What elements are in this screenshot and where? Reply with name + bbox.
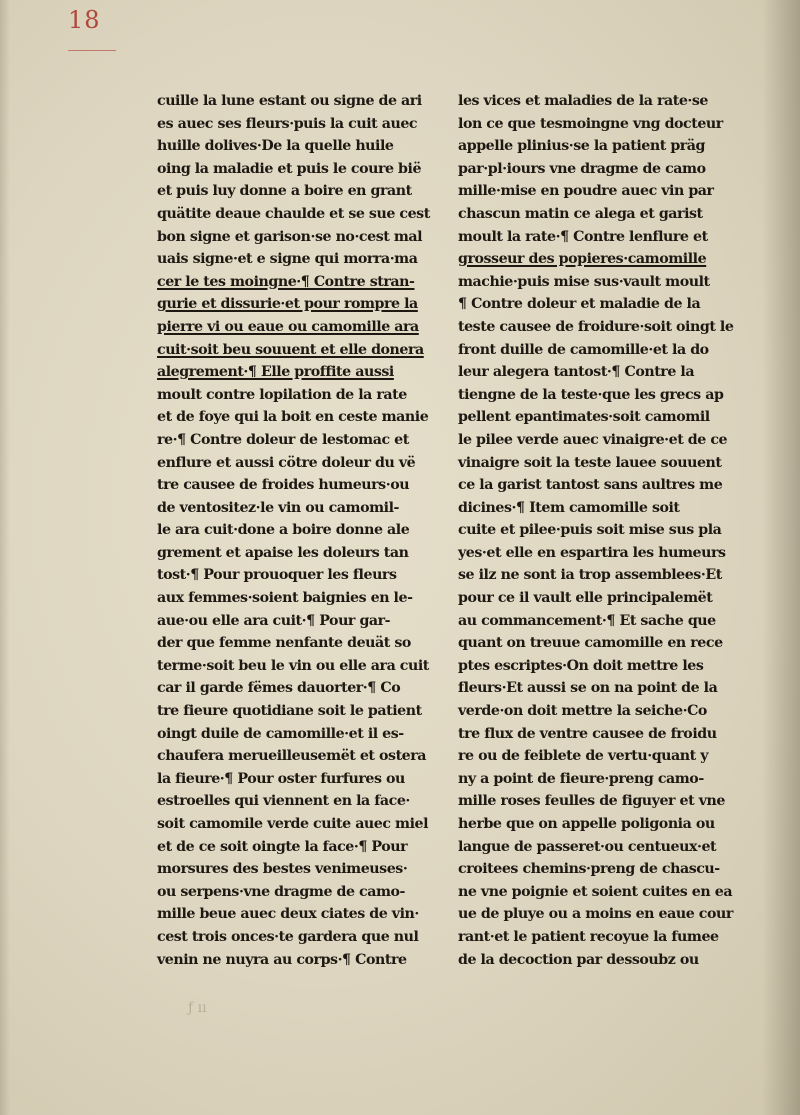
text-line: tre flux de ventre causee de froidu	[458, 725, 717, 742]
text-line: grement et apaise les doleurs tan	[157, 544, 409, 561]
text-line: le pilee verde auec vinaigre·et de ce	[458, 431, 728, 448]
text-line: oingt duile de camomille·et il es-	[157, 725, 404, 742]
text-line: cuit·soit beu souuent et elle donera	[157, 341, 424, 358]
text-line: tre fieure quotidiane soit le patient	[157, 703, 422, 720]
text-line: et de ce soit oingte la face·¶ Pour	[157, 838, 408, 855]
text-line: car il garde fëmes dauorter·¶ Co	[157, 680, 401, 697]
text-line: front duille de camomille·et la do	[458, 341, 709, 358]
text-line: cer le tes moingne·¶ Contre stran-	[157, 273, 415, 290]
text-line: de ventositez·le vin ou camomil-	[157, 499, 399, 516]
text-line: la fieure·¶ Pour oster furfures ou	[157, 770, 405, 787]
text-line: rant·et le patient recoyue la fumee	[458, 928, 719, 945]
text-line: leur alegera tantost·¶ Contre la	[458, 364, 695, 381]
text-line: tre causee de froides humeurs·ou	[157, 477, 410, 494]
text-line: terme·soit beu le vin ou elle ara cuit	[157, 657, 429, 674]
text-line: machie·puis mise sus·vault moult	[458, 273, 710, 290]
text-line: et puis luy donne a boire en grant	[157, 183, 412, 200]
right-text-column	[458, 90, 768, 971]
text-line: ¶ Contre doleur et maladie de la	[458, 296, 701, 313]
text-line: moult la rate·¶ Contre lenflure et	[458, 228, 708, 245]
text-line: le ara cuit·done a boire donne ale	[157, 522, 410, 539]
text-line: estroelles qui viennent en la face·	[157, 793, 410, 810]
folio-rule	[68, 50, 116, 51]
text-line: aue·ou elle ara cuit·¶ Pour gar-	[157, 612, 391, 629]
text-line: mille beue auec deux ciates de vin·	[157, 906, 419, 923]
text-line: ce la garist tantost sans aultres me	[458, 477, 723, 494]
text-line: gurie et dissurie·et pour rompre la	[157, 296, 418, 313]
text-line: lon ce que tesmoingne vng docteur	[458, 115, 723, 132]
folio-number: 18	[68, 6, 101, 34]
text-line: oing la maladie et puis le coure bië	[157, 160, 422, 177]
text-line: chaufera merueilleusemët et ostera	[157, 748, 427, 765]
text-line: croitees chemins·preng de chascu-	[458, 861, 720, 878]
text-line: tost·¶ Pour prouoquer les fleurs	[157, 567, 397, 584]
text-line: au commancement·¶ Et sache que	[458, 612, 716, 629]
text-line: morsures des bestes venimeuses·	[157, 861, 408, 878]
text-line: chascun matin ce alega et garist	[458, 205, 703, 222]
text-line: re·¶ Contre doleur de lestomac et	[157, 431, 409, 448]
left-text-column	[157, 90, 445, 971]
text-line: les vices et maladies de la rate·se	[458, 93, 708, 109]
text-line: quätite deaue chaulde et se sue cest	[157, 205, 430, 222]
text-line: ne vne poignie et soient cuites en ea	[458, 883, 733, 900]
text-line: langue de passeret·ou centueux·et	[458, 838, 717, 855]
text-line: appelle plinius·se la patient präg	[458, 138, 706, 155]
text-line: tiengne de la teste·que les grecs ap	[458, 386, 724, 403]
text-line: ny a point de fieure·preng camo-	[458, 770, 704, 787]
text-line: vinaigre soit la teste lauee souuent	[458, 454, 722, 471]
text-line: et de foye qui la boit en ceste manie	[157, 409, 429, 426]
text-line: pellent epantimates·soit camomil	[458, 409, 710, 426]
text-line: teste causee de froidure·soit oingt le	[458, 318, 734, 335]
text-line: pour ce il vault elle principalemët	[458, 590, 713, 607]
text-line: se ilz ne sont ia trop assemblees·Et	[458, 567, 722, 584]
text-line: bon signe et garison·se no·cest mal	[157, 228, 423, 245]
page-left-edge-shading	[0, 0, 10, 1115]
text-line: ue de pluye ou a moins en eaue cour	[458, 906, 733, 923]
faint-offset-mark: ƒ ıı	[188, 1000, 207, 1016]
text-line: soit camomile verde cuite auec miel	[157, 816, 429, 832]
text-line: de la decoction par dessoubz ou	[458, 951, 699, 968]
text-line: es auec ses fleurs·puis la cuit auec	[157, 115, 418, 132]
text-line: pierre vi ou eaue ou camomille ara	[157, 318, 419, 335]
text-line: verde·on doit mettre la seiche·Co	[458, 703, 707, 720]
text-line: quant on treuue camomille en rece	[458, 635, 723, 652]
text-line: par·pl·iours vne dragme de camo	[458, 160, 706, 177]
text-line: herbe que on appelle poligonia ou	[458, 816, 715, 832]
text-line: huille dolives·De la quelle huile	[157, 138, 394, 155]
text-line: ptes escriptes·On doit mettre les	[458, 657, 704, 674]
text-line: cuille la lune estant ou signe de ari	[157, 93, 422, 109]
text-line: der que femme nenfante deuät so	[157, 635, 411, 652]
text-line: aux femmes·soient baignies en le-	[157, 590, 413, 607]
text-line: re ou de feiblete de vertu·quant y	[458, 748, 709, 765]
text-line: cest trois onces·te gardera que nul	[157, 928, 419, 945]
text-line: dicines·¶ Item camomille soit	[458, 499, 680, 516]
text-line: enflure et aussi cötre doleur du vë	[157, 454, 416, 471]
text-line: ou serpens·vne dragme de camo-	[157, 883, 405, 900]
text-line: cuite et pilee·puis soit mise sus pla	[458, 522, 722, 539]
text-line: fleurs·Et aussi se on na point de la	[458, 680, 718, 697]
text-line: mille·mise en poudre auec vin par	[458, 183, 714, 200]
text-line: yes·et elle en espartira les humeurs	[458, 544, 726, 561]
text-line: venin ne nuyra au corps·¶ Contre	[157, 951, 407, 968]
text-line: moult contre lopilation de la rate	[157, 386, 407, 403]
text-line: mille roses feulles de figuyer et vne	[458, 793, 725, 810]
text-line: uais signe·et e signe qui morra·ma	[157, 251, 418, 268]
text-line: alegrement·¶ Elle proffite aussi	[157, 364, 394, 381]
text-line: grosseur des popieres·camomille	[458, 251, 707, 268]
